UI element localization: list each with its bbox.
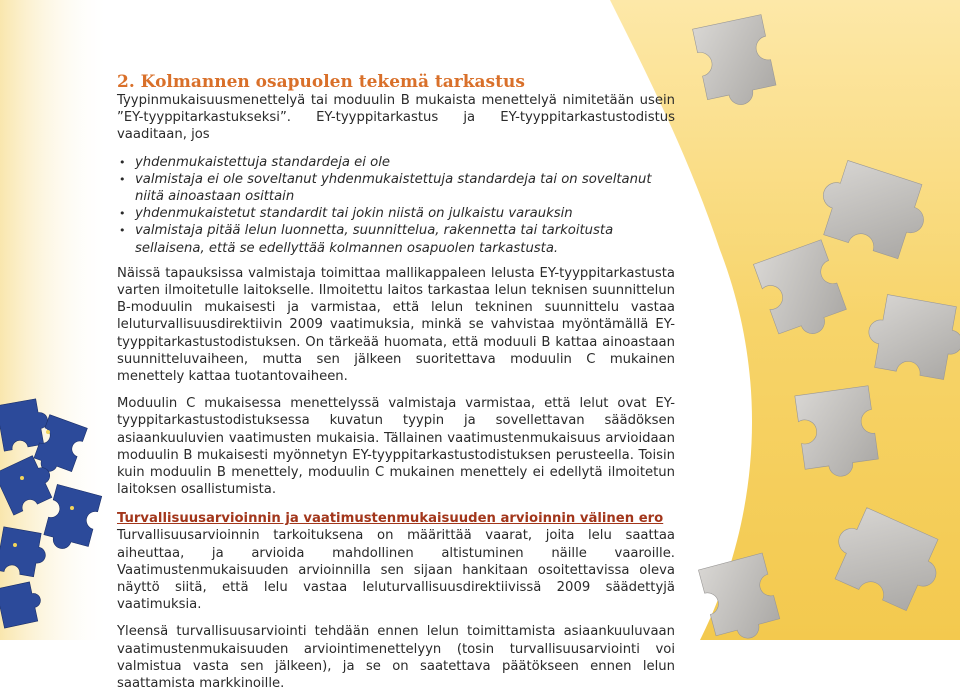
main-content [117, 72, 675, 692]
intro-paragraph: Tyypinmukaisuusmenettelyä tai moduulin B mukaista menettelyä nimitetään usein ”EY-tyyppitarkastukseksi”. EY-tyyppitarkastus ja EY-tyyppitarkastustodistus vaaditaan, jos [117, 93, 675, 143]
paragraph-module-b: Näissä tapauksissa valmistaja toimittaa mallikappaleen lelusta EY-tyyppitarkastusta varten ilmoitetulle laitokselle. Ilmoitettu laitos tarkastaa lelun teknisen suunnittelun B-moduulin mukaisesti ja varmistaa, että lelun tekninen suunnittelu vastaa leluturvallisuusdirektiivin 2009 vaatimuksia, minkä se vahvistaa myöntämällä EY-tyyppitarkastustodistuksen. On tärkeää huomata, että moduuli B kattaa ainoastaan suunnitteluvaiheen, mutta sen jälkeen suoritettava moduulin C mukainen menettely kattaa tuotantovaiheen. [117, 265, 675, 385]
subheading: Turvallisuusarvioinnin ja vaatimustenmukaisuuden arvioinnin välinen ero [117, 511, 664, 527]
list-item: • valmistaja pitää lelun luonnetta, suunnittelua, rakennetta tai tarkoitusta sellaisena, että se edellyttää kolmannen osapuolen tarkastusta. [117, 222, 675, 256]
paragraph-difference: Turvallisuusarvioinnin tarkoituksena on määrittää vaarat, joita lelu saattaa aiheuttaa, ja arvioida mahdollinen altistuminen näille vaaroille. Vaatimustenmukaisuuden arvioinnilla sen sijaan hankitaan osoitettavissa oleva näyttö siitä, että lelu vastaa leluturvallisuusdirektiivissä 2009 säädettyjä vaatimuksia. [117, 528, 675, 613]
list-item: • yhdenmukaistetut standardit tai jokin niistä on julkaistu varauksin [117, 205, 675, 222]
paragraph-timing: Yleensä turvallisuusarviointi tehdään ennen lelun toimittamista asiaankuuluvaan vaatimustenmukaisuuden arviointimenettelyyn (tosin turvallisuusarviointi voi valmistua vasta sen jälkeen), ja se on saatettava päätökseen ennen lelun saattamista markkinoille. [117, 624, 675, 692]
section-title: 2. Kolmannen osapuolen tekemä tarkastus [117, 72, 525, 92]
list-item: • yhdenmukaistettuja standardeja ei ole [117, 154, 675, 171]
conditions-list [117, 154, 675, 257]
list-item: • valmistaja ei ole soveltanut yhdenmukaistettuja standardeja tai on soveltanut niitä ainoastaan osittain [117, 171, 675, 205]
paragraph-module-c: Moduulin C mukaisessa menettelyssä valmistaja varmistaa, että lelut ovat EY-tyyppitarkastustodistuksessa kuvatun tyypin ja sovellettavan säädöksen asiaankuuluvien vaatimusten mukaisia. Tällainen vaatimustenmukaisuus arvioidaan moduulin B mukaisesti myönnetyn EY-tyyppitarkastustodistuksen perusteella. Toisin kuin moduulin B menettely, moduulin C mukainen menettely ei edellytä ilmoitetun laitoksen osallistumista. [117, 396, 675, 498]
